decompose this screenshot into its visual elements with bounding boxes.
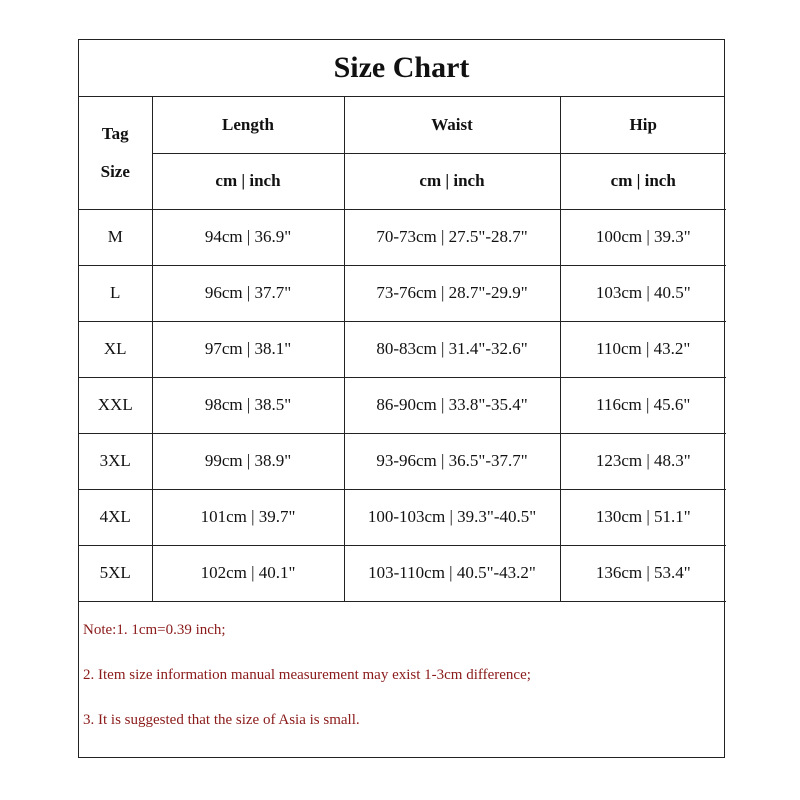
length-cell: 98cm | 38.5" [152,377,344,433]
length-unit: cm | inch [152,153,344,209]
notes-section [79,608,724,743]
waist-cell: 100-103cm | 39.3"-40.5" [344,489,560,545]
hip-unit: cm | inch [560,153,726,209]
table-row [79,489,726,545]
table-row [79,433,726,489]
length-cell: 101cm | 39.7" [152,489,344,545]
length-cell: 94cm | 36.9" [152,209,344,265]
hip-header: Hip [560,97,726,153]
size-cell: L [79,265,152,321]
hip-cell: 100cm | 39.3" [560,209,726,265]
hip-cell: 103cm | 40.5" [560,265,726,321]
hip-cell: 136cm | 53.4" [560,545,726,601]
note-1: Note:1. 1cm=0.39 inch; [83,621,226,638]
note-3: 3. It is suggested that the size of Asia is small. [83,711,360,728]
waist-cell: 73-76cm | 28.7"-29.9" [344,265,560,321]
size-cell: 4XL [79,489,152,545]
table-row [79,265,726,321]
size-label: Size [100,161,130,181]
note-2: 2. Item size information manual measurement may exist 1-3cm difference; [83,666,531,683]
table-row [79,377,726,433]
waist-cell: 103-110cm | 40.5"-43.2" [344,545,560,601]
waist-cell: 70-73cm | 27.5"-28.7" [344,209,560,265]
size-cell: XL [79,321,152,377]
hip-cell: 123cm | 48.3" [560,433,726,489]
hip-cell: 110cm | 43.2" [560,321,726,377]
table-row [79,321,726,377]
length-cell: 99cm | 38.9" [152,433,344,489]
length-cell: 102cm | 40.1" [152,545,344,601]
length-cell: 96cm | 37.7" [152,265,344,321]
chart-title: Size Chart [79,40,724,97]
length-cell: 97cm | 38.1" [152,321,344,377]
size-chart [78,39,725,758]
size-cell: 5XL [79,545,152,601]
size-cell: XXL [79,377,152,433]
hip-cell: 130cm | 51.1" [560,489,726,545]
unit-row [79,153,726,209]
waist-cell: 93-96cm | 36.5"-37.7" [344,433,560,489]
size-cell: 3XL [79,433,152,489]
tag-label: Tag [101,123,129,143]
size-table [79,97,726,602]
tag-size-header [79,97,152,209]
size-cell: M [79,209,152,265]
hip-cell: 116cm | 45.6" [560,377,726,433]
table-row [79,209,726,265]
length-header: Length [152,97,344,153]
waist-unit: cm | inch [344,153,560,209]
table-row [79,545,726,601]
waist-cell: 80-83cm | 31.4"-32.6" [344,321,560,377]
waist-cell: 86-90cm | 33.8"-35.4" [344,377,560,433]
waist-header: Waist [344,97,560,153]
header-row [79,97,726,153]
